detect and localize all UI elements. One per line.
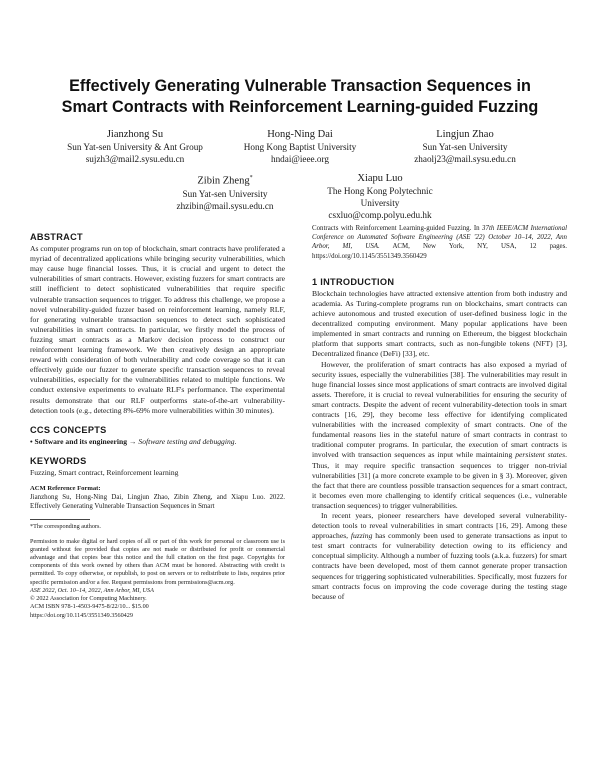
permission-notice: Permission to make digital or hard copies of all or part of this work for personal or classroom use is granted without fee provided that copies are not made or distributed for profit or commercial advantage and that copies bear this notice and the full citation on the first page. Copyrights for components of this work owned by others than ACM must be honored. Abstracting with credit is permitted. To copy otherwise, or republish, to post on servers or to redistribute to lists, requires prior specific permission and/or a fee. Request permissions from permissions@acm.org. bbox=[30, 537, 285, 586]
abstract-text: As computer programs run on top of blockchain, smart contracts have proliferated a myriad of decentralized applications while bringing security vulnerabilities, which may cause huge financial losses. Thus, it is crucial and urgent to detect the vulnerabilities of smart contracts. However, existing fuzzers for smart contracts are still inefficient to detect sophisticated vulnerabilities that require specific vulnerable transaction sequences to trigger. To address this challenge, we propose a novel vulnerability-guided fuzzer based on reinforcement learning, namely RLF, for generating vulnerable transaction sequences to detect such sophisticated vulnerabilities in smart contracts. In particular, we firstly model the process of fuzzing smart contracts as a Markov decision process to construct our reinforcement learning framework. We then creatively design an appropriate reward with consideration of both vulnerability and code coverage so that it can effectively guide our fuzzer to generate specific transaction sequences to reveal vulnerabilities, especially for the vulnerabilities related to multiple functions. We conduct extensive experiments to evaluate RLF's performance. The experimental results demonstrate that our RLF outperforms state-of-the-art vulnerability-detection tools (e.g., detecting 8%-69% more vulnerabilities within 30 minutes). bbox=[30, 244, 285, 415]
author-affiliation: Sun Yat-sen University & Ant Group bbox=[67, 142, 203, 152]
ccs-concept: Software testing and debugging bbox=[138, 436, 235, 446]
acm-ref-heading: ACM Reference Format: bbox=[30, 485, 101, 493]
intro-paragraph-3: In recent years, pioneer researchers have developed several vulnerability-detection tools to reveal vulnerabilities in smart contracts [16, 29]. Among these approaches, fuzzing has commonly been used to generate transactions as input to test smart contracts for vulnerability detection owing to its efficiency and conceptual simplicity. Although a number of fuzzing tools (a.k.a. fuzzers) for smart contracts have been developed, most of them cannot generate proper transaction sequences for triggering sophisticated vulnerabilities. Specifically, most fuzzers for smart contracts focus on improving the code coverage during the testing stage because of bbox=[312, 510, 568, 601]
author-email: csxluo@comp.polyu.edu.hk bbox=[328, 210, 432, 221]
author-name: Hong-Ning Dai bbox=[267, 129, 333, 140]
title-line-1: Effectively Generating Vulnerable Transaction Sequences in bbox=[69, 77, 531, 95]
author-name: Zibin Zheng* bbox=[197, 175, 253, 187]
author-email: sujzh3@mail2.sysu.edu.cn bbox=[85, 154, 185, 165]
author-name: Lingjun Zhao bbox=[436, 129, 494, 140]
author-block bbox=[305, 172, 455, 222]
abstract-heading: ABSTRACT bbox=[30, 232, 83, 242]
acm-ref-continued: Contracts with Reinforcement Learning-guided Fuzzing. In 37th IEEE/ACM International Conference on Automated Software Engineering (ASE '22) October 10–14, 2022, Ann Arbor, MI, USA. ACM, New York, NY, USA, 12 pages. https://doi.org/10.1145/3551349.3560429 bbox=[312, 225, 567, 260]
ccs-arrow: → bbox=[127, 436, 139, 446]
intro-paragraph-2: However, the proliferation of smart contracts has also exposed a myriad of security issues, especially the vulnerabilities [38]. The vulnerabilities may result in huge financial losses since most applications of smart contracts are involved digital assets. Therefore, it is crucial to reveal vulnerabilities for ensuring the security of smart contracts. Despite the advent of recent vulnerability-detection tools in smart contracts [16, 29], they become less effective for identifying complicated vulnerabilities with the increased complexity of smart contracts. One of the fundamental reasons lies in the stateful nature of smart contracts in contrast to traditional computer programs. In particular, the execution of smart contracts is involved with transaction sequences as input while maintaining persistent states. Thus, it may require specific transaction sequences to trigger non-trivial vulnerabilities [31] (a more concrete example to be given in § 3). Moreover, given the fact that there are countless possible transaction sequences for a smart contract, it becomes even more challenging to identify critical sequences (i.e., vulnerable transaction sequences) to trigger vulnerabilities. bbox=[312, 359, 567, 510]
copyright-line: © 2022 Association for Computing Machinery. bbox=[30, 595, 147, 603]
author-affiliation: The Hong Kong Polytechnic bbox=[327, 186, 433, 196]
ccs-concepts: • Software and its engineering → Software testing and debugging. bbox=[30, 436, 237, 446]
venue-line: ASE 2022, Oct. 10–14, 2022, Ann Arbor, MI, USA bbox=[30, 586, 154, 594]
author-affiliation: Sun Yat-sen University bbox=[422, 142, 508, 152]
author-name: Xiapu Luo bbox=[357, 173, 403, 184]
author-block bbox=[150, 172, 300, 212]
keywords-heading: KEYWORDS bbox=[30, 455, 87, 466]
footnote: *The corresponding authors. bbox=[30, 523, 101, 531]
right-column bbox=[312, 224, 567, 602]
acm-ref-text: Jianzhong Su, Hong-Ning Dai, Lingjun Zhao, Zibin Zheng, and Xiapu Luo. 2022. Effectively Generating Vulnerable Transaction Sequences in Smart bbox=[30, 494, 285, 511]
left-column bbox=[30, 232, 285, 620]
title-line-2: Smart Contracts with Reinforcement Learning-guided Fuzzing bbox=[61, 98, 539, 116]
author-affiliation: Sun Yat-sen University bbox=[182, 188, 268, 199]
keywords-text: Fuzzing, Smart contract, Reinforcement learning bbox=[30, 467, 179, 477]
author-name: Jianzhong Su bbox=[106, 129, 164, 140]
doi-link[interactable]: https://doi.org/10.1145/3551349.3560429 bbox=[30, 611, 133, 619]
ccs-bullet: • Software and its engineering bbox=[30, 436, 128, 446]
footnote-rule bbox=[30, 519, 90, 520]
author-block bbox=[225, 128, 375, 165]
author-block bbox=[390, 128, 540, 165]
author-email: zhzibin@mail.sysu.edu.cn bbox=[176, 200, 274, 211]
isbn-line: ACM ISBN 978-1-4503-9475-8/22/10... $15.00 bbox=[30, 603, 149, 611]
author-affiliation: University bbox=[360, 198, 400, 209]
ccs-heading: CCS CONCEPTS bbox=[30, 424, 107, 435]
author-block bbox=[60, 128, 210, 165]
intro-heading: 1 INTRODUCTION bbox=[312, 276, 395, 287]
author-email: hndai@ieee.org bbox=[270, 154, 330, 165]
author-affiliation: Hong Kong Baptist University bbox=[243, 142, 357, 152]
author-email: zhaolj23@mail.sysu.edu.cn bbox=[414, 154, 516, 165]
paper-title bbox=[30, 76, 570, 118]
corresponding-author-mark: * bbox=[249, 175, 253, 181]
intro-paragraph-1: Blockchain technologies have attracted extensive attention from both industry and academia. As Turing-complete programs run on blockchains, smart contracts can achieve autonomous and trusted execution of user-defined business logic in the decentralized computing environment. Many popular applications have been implemented in smart contracts and running on Ethereum, the biggest blockchain platform that supports smart contracts, such as non-fungible tokens (NFT) [3], Decentralized finance (DeFi) [33], etc. bbox=[312, 288, 567, 359]
